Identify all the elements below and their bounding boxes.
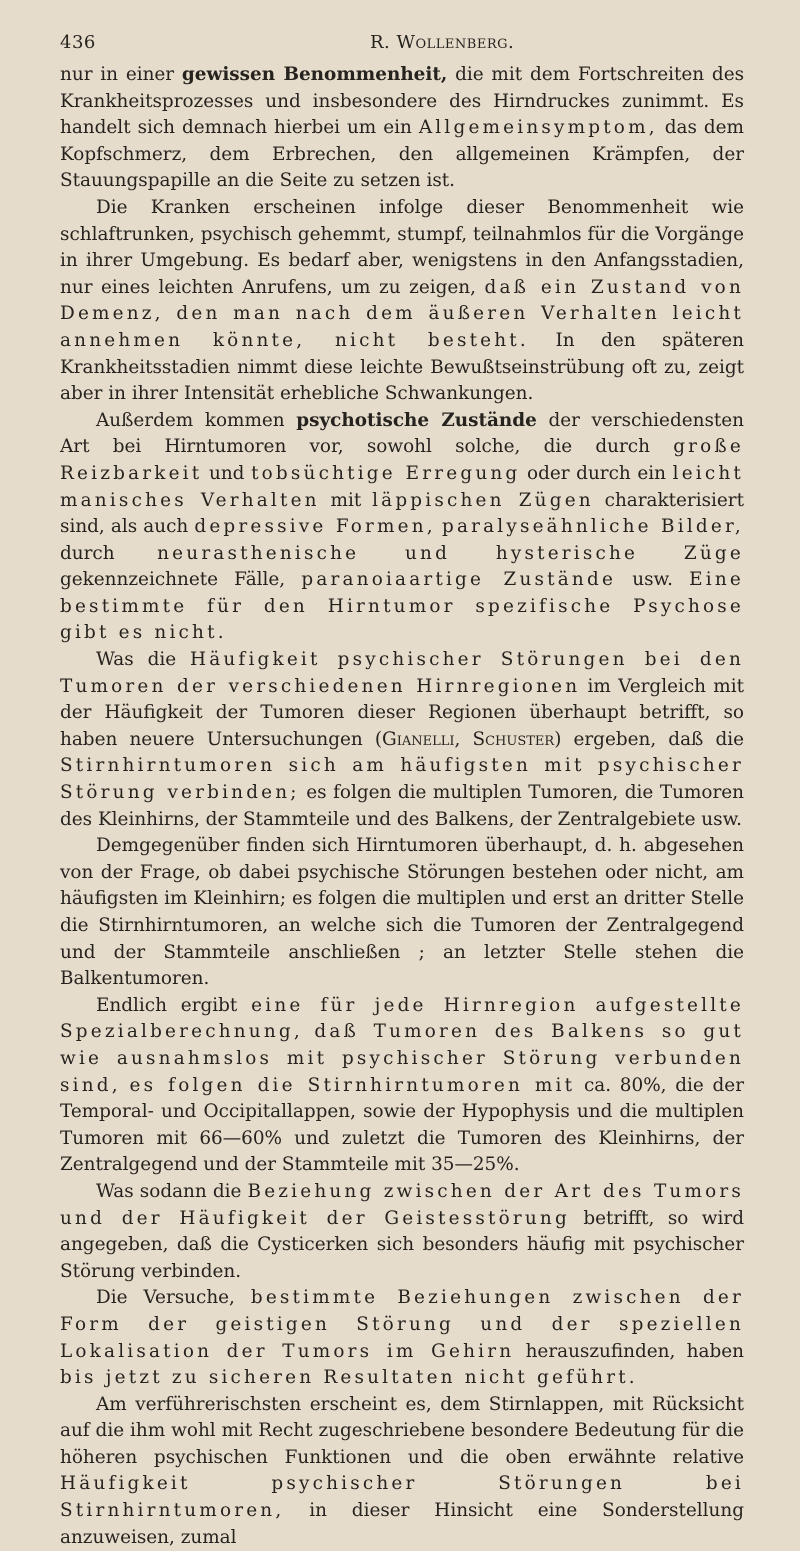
emphasized-text: depressive Formen, xyxy=(194,516,436,538)
emphasized-text: große Reizbarkeit xyxy=(60,436,744,484)
text-run: Demgegenüber finden sich Hirntumoren überhaupt, d. h. abgesehen von der Frage, ob dabei psychische Störungen bestehen oder nicht, am häufigsten im Kleinhirn; es folgen die multiplen und erst an dritter Stelle die Stirnhirntumoren, an welche sich die Tumoren der Zentralgegend und der Stammteile anschließen ; an letzter Stelle stehen die Balkentumoren. xyxy=(60,835,744,990)
text-run: der verschiedensten Art bei Hirntumoren vor, sowohl solche, die durch xyxy=(60,409,745,458)
paragraph xyxy=(60,62,744,195)
bold-text: psychotische Zustände xyxy=(296,409,537,431)
text-run xyxy=(121,1075,130,1096)
paragraph xyxy=(60,408,744,647)
text-run: durch xyxy=(60,542,158,564)
text-run: betrifft, so wird angegeben, daß die Cysticerken sich besonders häufig mit psychischer Störung verbinden. xyxy=(60,1207,744,1282)
text-run: Was die xyxy=(96,649,190,671)
text-run: Endlich ergibt xyxy=(96,994,252,1016)
emphasized-text: Häufigkeit psychischer Störungen bei den Tumoren der verschiedenen Hirnregionen xyxy=(60,649,745,697)
paragraph xyxy=(60,1392,744,1551)
text-run: usw. xyxy=(616,569,690,591)
text-run: die mit dem Fortschreiten des Krankheitsprozesses und insbesondere des Hirndruckes zunimmt. Es handelt sich demnach hierbei um ein xyxy=(60,64,745,139)
text-run: und xyxy=(202,462,252,484)
text-run: Die Versuche, xyxy=(96,1287,251,1309)
text-run: herauszufinden, haben xyxy=(514,1340,744,1362)
text-run: charakterisiert sind, als auch xyxy=(60,489,744,538)
emphasized-text: Häufigkeit psychischer Störungen bei Stirnhirntumoren, xyxy=(60,1473,744,1522)
emphasized-text: bestimmte Beziehungen zwischen der Form der geistigen Störung und der speziellen Lokalisation der Tumors im Gehirn xyxy=(60,1287,745,1362)
text-run: Außerdem kommen xyxy=(96,409,297,431)
emphasized-text: Stirnhirntumoren sich am häufigsten mit psychischer Störung verbinden; xyxy=(60,755,744,804)
emphasized-text: tobsüchtige Erregung xyxy=(251,462,521,484)
text-run: Die Kranken erscheinen infolge dieser Benommenheit wie schlaftrunken, psychisch gehemmt, stumpf, teilnahmlos für die Vorgänge in ihrer Umgebung. Es bedarf aber, wenigstens in den Anfangsstadien, nur eines leichten Anrufens, um zu zeigen, xyxy=(60,196,744,298)
emphasized-text: leicht manisches Verhalten xyxy=(60,462,744,511)
running-head-author: R. Wollenberg. xyxy=(370,32,515,53)
emphasized-text: Allgemeinsymptom, xyxy=(418,117,658,139)
author-names: Gianelli, Schuster xyxy=(382,728,555,750)
paragraph xyxy=(60,993,744,1179)
emphasized-text: paranoiaartige Zustände xyxy=(301,569,617,591)
paragraph xyxy=(60,1179,744,1285)
text-run: gekennzeichnete Fälle, xyxy=(60,569,302,591)
paragraph xyxy=(60,1285,744,1391)
text-run: mit xyxy=(319,489,373,511)
bold-text: gewissen Benommenheit, xyxy=(181,64,448,85)
emphasized-text: neurasthenische und hysterische Züge xyxy=(157,542,744,564)
emphasized-text: bis jetzt zu sicheren Resultaten nicht geführt. xyxy=(60,1367,638,1389)
emphasized-text: läppischen Zügen xyxy=(372,489,594,511)
emphasized-text: Eine bestimmte für den Hirntumor spezifische Psychose gibt es nicht. xyxy=(60,569,744,644)
emphasized-text: eine für jede Hirnregion aufgestellte Spezialberechnung, xyxy=(60,994,744,1043)
text-run: In den späteren Krankheitsstadien nimmt diese leichte Bewußtseinstrübung oft zu, zeigt aber in ihrer Intensität erhebliche Schwankungen. xyxy=(60,329,744,405)
text-run: nur in einer xyxy=(60,64,182,85)
paragraph xyxy=(60,833,744,993)
page-number: 436 xyxy=(60,32,96,53)
text-run: Was sodann die xyxy=(96,1180,248,1202)
text-run: oder durch ein xyxy=(520,462,673,484)
text-run: das dem Kopfschmerz, dem Erbrechen, den allgemeinen Krämpfen, der Stauungspapille an die Seite zu setzen ist. xyxy=(60,117,745,192)
emphasized-text: daß ein Zustand von Demenz, den man nach dem äußeren Verhalten leicht annehmen könnte, nicht besteht. xyxy=(60,276,744,351)
text-run: es folgen die multiplen Tumoren, die Tumoren des Kleinhirns, der Stammteile und des Balkens, der Zentralgebiete usw. xyxy=(60,782,744,830)
emphasized-text: Beziehung zwischen der Art des Tumors und der Häufigkeit der Geistesstörung xyxy=(60,1180,745,1229)
emphasized-text: es folgen die Stirnhirntumoren mit xyxy=(129,1074,576,1096)
paragraph xyxy=(60,647,744,833)
emphasized-text: daß Tumoren des Balkens so gut wie ausnahmslos mit psychischer Störung verbunden sind, xyxy=(60,1021,744,1096)
running-head xyxy=(60,32,744,62)
text-run: Am verführerischsten erscheint es, dem Stirnlappen, mit Rücksicht auf die ihm wohl mit Recht zugeschriebene besondere Bedeutung für die höheren psychischen Funktionen und die oben erwähnte relative xyxy=(60,1393,744,1468)
paragraph xyxy=(60,195,744,408)
text-run xyxy=(303,1021,314,1042)
body-text xyxy=(60,62,744,1551)
text-run: in dieser Hinsicht eine Sonderstellung anzuweisen, zumal xyxy=(60,1500,744,1548)
text-run: ca. 80%, die der Temporal- und Occipitallappen, sowie der Hypophysis und die multiplen Tumoren mit 66—60% und zuletzt die Tumoren des Kleinhirns, der Zentralgegend und der Stammteile mit 35—25%. xyxy=(60,1074,744,1176)
text-run: ) ergeben, daß die xyxy=(554,728,744,750)
text-run: im Vergleich mit der Häufigkeit der Tumoren dieser Regionen überhaupt betrifft, so haben neuere Untersuchungen ( xyxy=(60,675,744,750)
emphasized-text: paralyseähnliche Bilder, xyxy=(441,516,744,538)
